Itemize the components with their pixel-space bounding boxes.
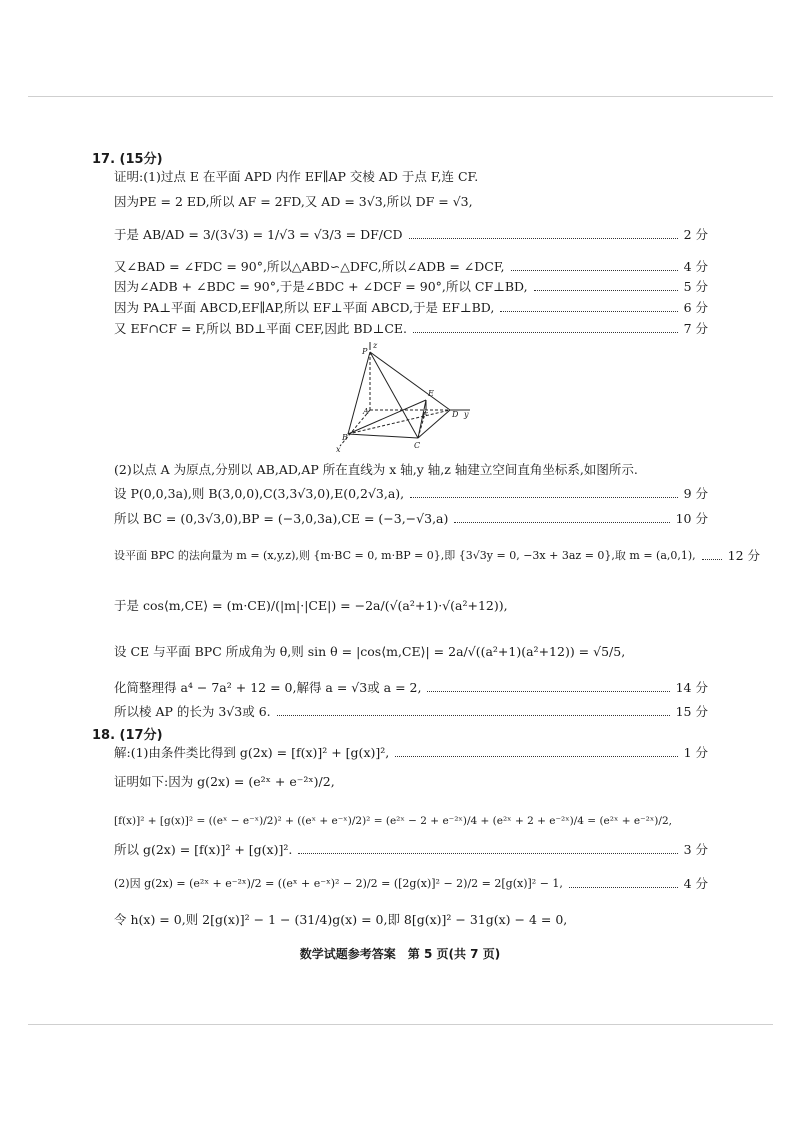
p18-line-2 <box>114 770 708 792</box>
line-text: 因为∠ADB + ∠BDC = 90°,于是∠BDC + ∠DCF = 90°,所以 CF⊥BD, <box>114 279 528 294</box>
line-text: 设 CE 与平面 BPC 所成角为 θ,则 sin θ = |cos⟨m,CE⟩| = 2a/√((a²+1)(a²+12)) = √5/5, <box>114 644 626 659</box>
label-c: C <box>414 441 421 450</box>
problem-18-heading: 18. (17分) <box>92 728 163 743</box>
score: 4 分 <box>683 876 708 891</box>
line-text: 证明如下:因为 g(2x) = (e²ˣ + e⁻²ˣ)/2, <box>114 774 335 789</box>
p18-line-1 <box>114 741 708 763</box>
p17-line-10 <box>114 507 708 529</box>
score: 5 分 <box>683 279 708 294</box>
p17-line-3 <box>114 223 708 245</box>
label-p: P <box>362 347 368 356</box>
leader-dots <box>500 311 677 312</box>
p18-line-6 <box>114 908 708 930</box>
line-text: 又∠BAD = ∠FDC = 90°,所以△ABD∽△DFC,所以∠ADB = ∠DCF, <box>114 259 505 274</box>
p17-line-15 <box>114 700 708 722</box>
p17-line-12 <box>114 594 708 616</box>
leader-dots <box>409 238 678 239</box>
score: 12 分 <box>727 548 761 563</box>
line-text: 令 h(x) = 0,则 2[g(x)]² − 1 − (31/4)g(x) = 0,即 8[g(x)]² − 31g(x) − 4 = 0, <box>114 912 568 927</box>
p17-line-8 <box>114 458 708 480</box>
line-text: 证明:(1)过点 E 在平面 APD 内作 EF∥AP 交棱 AD 于点 F,连 CF. <box>114 169 479 184</box>
p17-line-2 <box>114 190 708 212</box>
p17-line-5 <box>114 275 708 297</box>
p18-line-3 <box>114 810 708 832</box>
p17-line-6 <box>114 296 708 318</box>
line-text: 因为 PA⊥平面 ABCD,EF∥AP,所以 EF⊥平面 ABCD,于是 EF⊥BD, <box>114 300 495 315</box>
leader-dots <box>569 887 678 888</box>
score: 14 分 <box>675 680 708 695</box>
score: 15 分 <box>675 704 708 719</box>
leader-dots <box>395 756 677 757</box>
leader-dots <box>410 497 677 498</box>
leader-dots <box>277 715 670 716</box>
leader-dots <box>454 522 669 523</box>
p18-line-5 <box>114 872 708 894</box>
line-text: (2)以点 A 为原点,分别以 AB,AD,AP 所在直线为 x 轴,y 轴,z 轴建立空间直角坐标系,如图所示. <box>114 462 638 477</box>
score: 1 分 <box>683 745 708 760</box>
line-text: 设平面 BPC 的法向量为 m = (x,y,z),则 {m·BC = 0, m·BP = 0},即 {3√3y = 0, −3x + 3az = 0},取 m = (a,0,1), <box>114 549 696 562</box>
label-f: F <box>422 411 428 420</box>
line-text: 所以 g(2x) = [f(x)]² + [g(x)]². <box>114 842 293 857</box>
label-b: B <box>342 433 348 442</box>
score: 9 分 <box>683 486 708 501</box>
page-footer: 数学试题参考答案 第 5 页(共 7 页) <box>299 947 501 961</box>
leader-dots <box>427 691 669 692</box>
line-text: 解:(1)由条件类比得到 g(2x) = [f(x)]² + [g(x)]², <box>114 745 390 760</box>
p17-line-1 <box>114 165 708 187</box>
score: 6 分 <box>683 300 708 315</box>
line-text: 于是 AB/AD = 3/(3√3) = 1/√3 = √3/3 = DF/CD <box>114 227 403 242</box>
label-z: z <box>373 342 378 350</box>
p17-line-13 <box>114 640 708 662</box>
top-rule <box>28 96 773 97</box>
score: 2 分 <box>683 227 708 242</box>
leader-dots <box>534 290 678 291</box>
leader-dots <box>413 332 678 333</box>
line-text: [f(x)]² + [g(x)]² = ((eˣ − e⁻ˣ)/2)² + ((eˣ + e⁻ˣ)/2)² = (e²ˣ − 2 + e⁻²ˣ)/4 + (e²ˣ + 2 + e⁻²ˣ)/4 = (e²ˣ + e⁻²ˣ)/2, <box>114 815 672 827</box>
line-text: 所以棱 AP 的长为 3√3或 6. <box>114 704 271 719</box>
leader-dots <box>298 853 677 854</box>
leader-dots <box>702 559 722 560</box>
score: 10 分 <box>675 511 708 526</box>
label-y: y <box>464 410 469 419</box>
label-d: D <box>452 410 459 419</box>
p17-line-7 <box>114 317 708 339</box>
p17-line-4 <box>114 255 708 277</box>
score: 4 分 <box>683 259 708 274</box>
label-x: x <box>336 445 341 454</box>
leader-dots <box>511 270 678 271</box>
line-text: 因为PE = 2 ED,所以 AF = 2FD,又 AD = 3√3,所以 DF = √3, <box>114 194 473 209</box>
line-text: 所以 BC = (0,3√3,0),BP = (−3,0,3a),CE = (−3,−√3,a) <box>114 511 449 526</box>
label-e: E <box>428 389 434 398</box>
label-a: A <box>363 407 369 416</box>
line-text: 设 P(0,0,3a),则 B(3,0,0),C(3,3√3,0),E(0,2√3,a), <box>114 486 405 501</box>
score: 3 分 <box>683 842 708 857</box>
problem-17-heading: 17. (15分) <box>92 152 163 167</box>
line-text: 又 EF∩CF = F,所以 BD⊥平面 CEF,因此 BD⊥CE. <box>114 321 407 336</box>
line-text: (2)因 g(2x) = (e²ˣ + e⁻²ˣ)/2 = ((eˣ + e⁻ˣ)² − 2)/2 = ([2g(x)]² − 2)/2 = 2[g(x)]² − 1, <box>114 877 563 890</box>
p17-line-9 <box>114 482 708 504</box>
geometry-figure <box>330 342 480 454</box>
p17-line-11 <box>114 544 761 566</box>
p17-line-14 <box>114 676 708 698</box>
score: 7 分 <box>683 321 708 336</box>
line-text: 化简整理得 a⁴ − 7a² + 12 = 0,解得 a = √3或 a = 2, <box>114 680 422 695</box>
bottom-rule <box>28 1024 773 1025</box>
line-text: 于是 cos⟨m,CE⟩ = (m·CE)/(|m|·|CE|) = −2a/(√(a²+1)·√(a²+12)), <box>114 598 508 613</box>
p18-line-4 <box>114 838 708 860</box>
